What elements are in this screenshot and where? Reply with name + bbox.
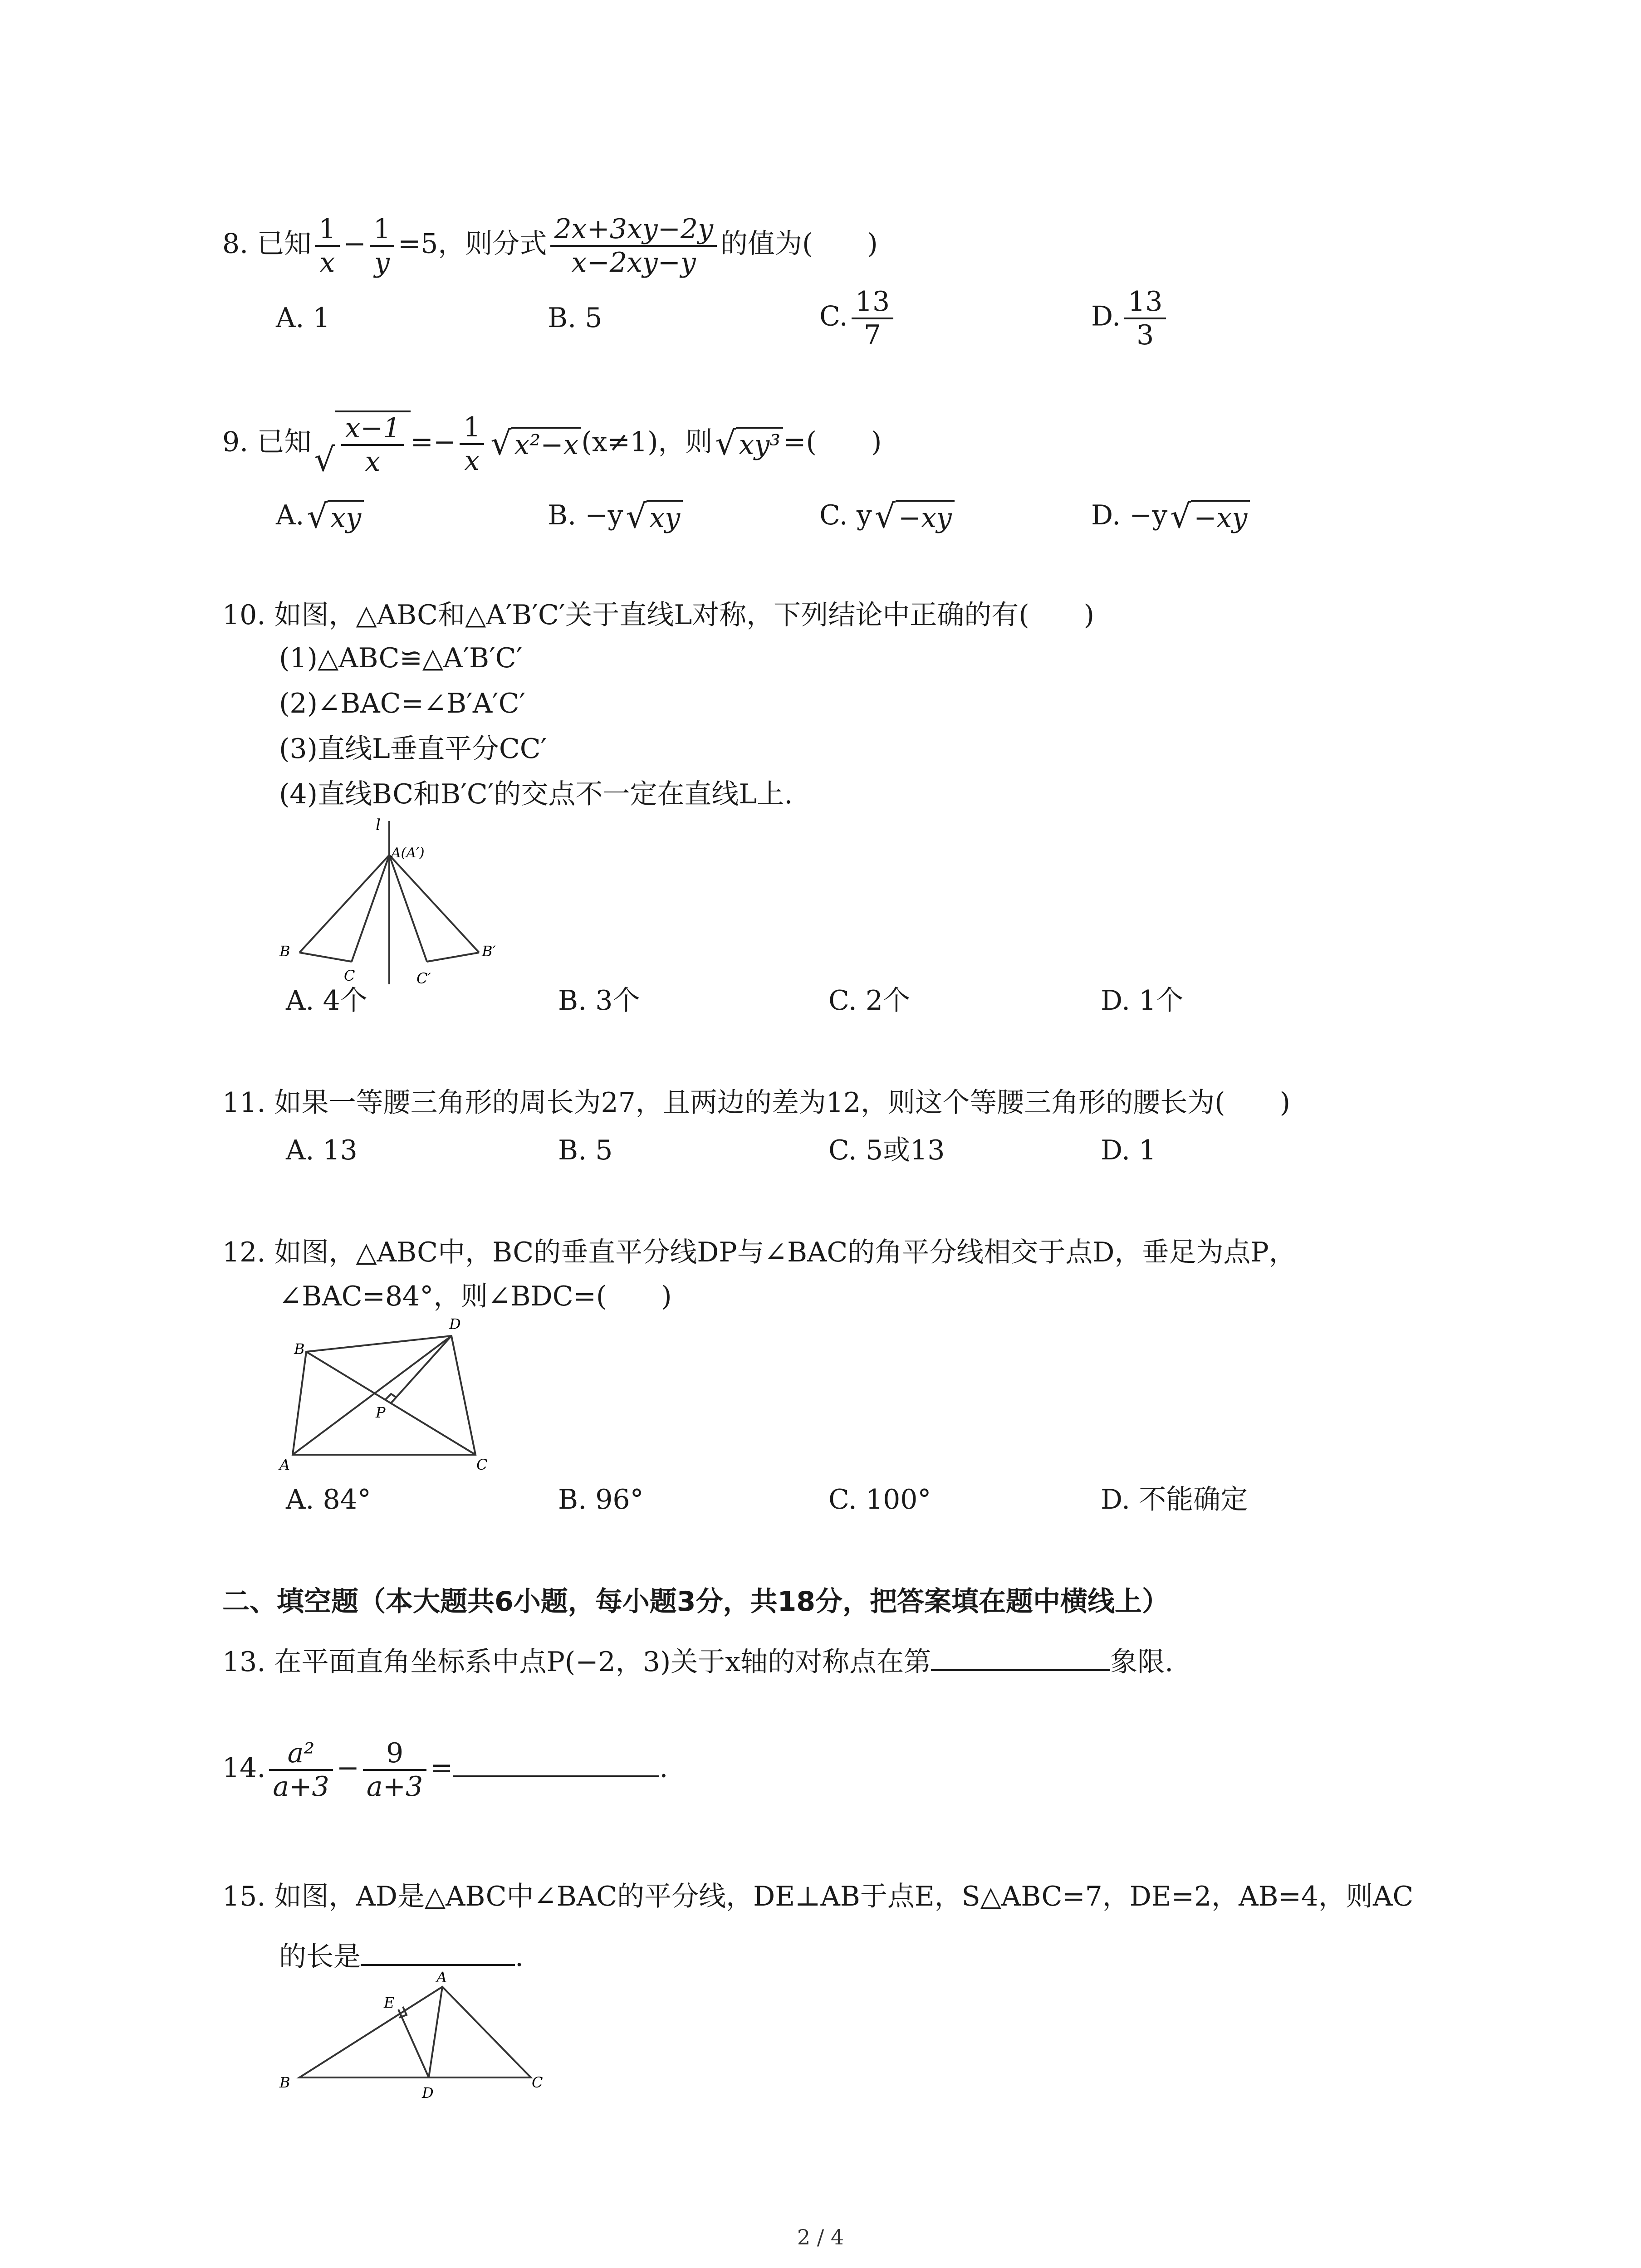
q8-option-d-label: D. bbox=[1091, 300, 1121, 332]
q9-radical-2-content: x²−x bbox=[511, 427, 581, 461]
q11-option-b: B. 5 bbox=[558, 1134, 613, 1166]
q8-option-d-frac bbox=[1124, 286, 1166, 351]
q10-statement-2: (2)∠BAC=∠B′A′C′ bbox=[279, 688, 526, 719]
q13-prefix: 13. 在平面直角坐标系中点P(−2，3)关于x轴的对称点在第 bbox=[222, 1646, 931, 1678]
q14-f1-den: a+3 bbox=[273, 1771, 329, 1803]
q9-radical-3: √ xy³ bbox=[715, 427, 783, 461]
q15-stem2-prefix: 的长是 bbox=[279, 1941, 361, 1973]
q14-prefix: 14. bbox=[222, 1752, 266, 1784]
q9-f-num: 1 bbox=[460, 411, 484, 445]
q9-opt-d-content: −xy bbox=[1191, 500, 1250, 534]
page-number: 2 / 4 bbox=[797, 2225, 844, 2249]
q14-f2-den: a+3 bbox=[366, 1771, 423, 1803]
q10-label-b-prime: B′ bbox=[482, 943, 496, 960]
q12-option-d: D. 不能确定 bbox=[1101, 1484, 1248, 1515]
q15-answer-blank[interactable] bbox=[361, 1937, 515, 1966]
q8-option-d bbox=[1091, 286, 1170, 351]
q9-opt-a-label: A. bbox=[276, 499, 304, 531]
q8-option-a: A. 1 bbox=[276, 302, 330, 334]
q10-statement-4: (4)直线BC和B′C′的交点不一定在直线L上. bbox=[279, 778, 793, 810]
q10-option-c: C. 2个 bbox=[828, 985, 911, 1017]
q10-label-c: C bbox=[344, 967, 355, 984]
q8-f1-num: 1 bbox=[315, 213, 339, 247]
q9-opt-d-radical: √ −xy bbox=[1170, 500, 1250, 534]
q10-label-c-prime: C′ bbox=[416, 970, 431, 987]
question-14 bbox=[222, 1737, 668, 1803]
q15-label-b: B bbox=[279, 2074, 290, 2091]
q12-label-a: A bbox=[279, 1456, 290, 1473]
q10-label-a: A(A′) bbox=[391, 845, 425, 861]
q10-figure bbox=[272, 812, 526, 993]
q12-option-b: B. 96° bbox=[558, 1484, 644, 1515]
q8-f3-den: x−2xy−y bbox=[571, 247, 696, 279]
q8-optc-den: 7 bbox=[863, 319, 882, 351]
q9-option-d bbox=[1091, 499, 1250, 534]
q15-figure bbox=[272, 1969, 563, 2105]
q11-option-d: D. 1 bbox=[1101, 1134, 1156, 1166]
q9-opt-c-radical: √ −xy bbox=[875, 500, 955, 534]
q11-option-c: C. 5或13 bbox=[828, 1134, 945, 1166]
q10-statement-3: (3)直线L垂直平分CC′ bbox=[279, 733, 547, 765]
q14-minus: − bbox=[336, 1752, 359, 1784]
q9-opt-c-content: −xy bbox=[896, 500, 955, 534]
q8-f3-num: 2x+3xy−2y bbox=[550, 213, 717, 247]
q9-prefix: 9. 已知 bbox=[222, 426, 312, 458]
q14-f2-num: 9 bbox=[363, 1737, 426, 1771]
q10-option-a: A. 4个 bbox=[286, 985, 367, 1017]
q15-label-a: A bbox=[436, 1969, 447, 1986]
q9-fraction bbox=[460, 411, 484, 477]
q13-suffix: 象限. bbox=[1110, 1646, 1174, 1678]
q15-label-e: E bbox=[384, 1994, 395, 2011]
q13-answer-blank[interactable] bbox=[931, 1642, 1110, 1671]
q14-eq: = bbox=[430, 1752, 453, 1784]
q12-option-c: C. 100° bbox=[828, 1484, 931, 1515]
question-11-stem: 11. 如果一等腰三角形的周长为27，且两边的差为12，则这个等腰三角形的腰长为( ) bbox=[222, 1087, 1291, 1119]
q9-opt-a-radical: √ xy bbox=[307, 500, 364, 534]
q12-label-d: D bbox=[449, 1315, 461, 1333]
q9-radical-1: √ $\frac{x-1}{x}$ bbox=[314, 411, 410, 478]
q9-opt-b-content: xy bbox=[647, 500, 683, 534]
section-2-heading: 二、填空题（本大题共6小题，每小题3分，共18分，把答案填在题中横线上） bbox=[222, 1586, 1169, 1618]
q15-label-d: D bbox=[422, 2084, 434, 2102]
q8-prefix: 8. 已知 bbox=[222, 228, 312, 260]
q8-fraction-3 bbox=[550, 213, 717, 279]
q9-opt-a-content: xy bbox=[328, 500, 364, 534]
q14-answer-blank[interactable] bbox=[453, 1748, 659, 1777]
q14-fraction-1 bbox=[269, 1737, 333, 1803]
q8-optd-num: 13 bbox=[1124, 286, 1166, 319]
q8-mid: =5，则分式 bbox=[397, 228, 547, 260]
q14-f1-num: a² bbox=[269, 1737, 333, 1771]
q12-option-a: A. 84° bbox=[286, 1484, 371, 1515]
q9-r1-num: x−1 bbox=[341, 412, 404, 446]
q12-label-b: B bbox=[294, 1340, 305, 1358]
q8-optc-num: 13 bbox=[852, 286, 893, 319]
q9-r1-den: x bbox=[365, 446, 381, 478]
q9-radical-1-frac bbox=[341, 412, 404, 478]
q15-label-c: C bbox=[532, 2074, 543, 2091]
q8-option-c-frac bbox=[852, 286, 893, 351]
question-9 bbox=[222, 411, 882, 478]
q9-opt-c-label: C. y bbox=[819, 499, 872, 531]
q11-option-a: A. 13 bbox=[286, 1134, 358, 1166]
q9-opt-b-radical: √ xy bbox=[626, 500, 683, 534]
q8-fraction-2 bbox=[370, 213, 394, 279]
q10-label-l: l bbox=[376, 816, 381, 834]
q8-minus: − bbox=[343, 228, 366, 260]
question-15-stem-2 bbox=[279, 1937, 524, 1973]
q8-option-c bbox=[819, 286, 897, 351]
q14-end: . bbox=[659, 1752, 668, 1784]
q9-opt-b-label: B. −y bbox=[548, 499, 623, 531]
q15-stem2-suffix: . bbox=[515, 1941, 524, 1973]
question-10-stem: 10. 如图，△ABC和△A′B′C′关于直线L对称，下列结论中正确的有( ) bbox=[222, 599, 1095, 631]
q8-option-b: B. 5 bbox=[548, 302, 603, 334]
q9-opt-d-label: D. −y bbox=[1091, 499, 1168, 531]
q8-fraction-1 bbox=[315, 213, 339, 279]
q8-suffix: 的值为( ) bbox=[720, 228, 878, 260]
question-8 bbox=[222, 213, 878, 279]
question-13 bbox=[222, 1642, 1173, 1678]
q10-option-d: D. 1个 bbox=[1101, 985, 1184, 1017]
q14-fraction-2 bbox=[363, 1737, 426, 1803]
q9-option-b bbox=[548, 499, 683, 534]
q9-option-c bbox=[819, 499, 955, 534]
q12-figure bbox=[272, 1309, 508, 1481]
q9-condition: (x≠1)，则 bbox=[581, 426, 713, 458]
q8-f1-den: x bbox=[319, 247, 335, 279]
q10-label-b: B bbox=[279, 943, 290, 960]
question-12-stem-2: ∠BAC=84°，则∠BDC=( ) bbox=[279, 1281, 672, 1312]
q8-option-c-label: C. bbox=[819, 300, 848, 332]
q9-f-den: x bbox=[464, 445, 480, 477]
question-12-stem-1: 12. 如图，△ABC中，BC的垂直平分线DP与∠BAC的角平分线相交于点D，垂足为点P， bbox=[222, 1237, 1296, 1268]
q9-suffix: =( ) bbox=[783, 426, 882, 458]
q12-label-p: P bbox=[376, 1404, 386, 1421]
q12-label-c: C bbox=[476, 1456, 488, 1473]
q8-f2-num: 1 bbox=[370, 213, 394, 247]
q9-option-a bbox=[276, 499, 364, 534]
q9-radical-3-content: xy³ bbox=[736, 427, 783, 461]
q8-optd-den: 3 bbox=[1136, 319, 1154, 351]
q10-statement-1: (1)△ABC≌△A′B′C′ bbox=[279, 642, 523, 674]
q9-eq: =− bbox=[410, 426, 456, 458]
question-15-stem-1: 15. 如图，AD是△ABC中∠BAC的平分线，DE⊥AB于点E，S△ABC=7，DE=2，AB=4，则AC bbox=[222, 1881, 1414, 1912]
q8-f2-den: y bbox=[374, 247, 390, 279]
q9-radical-2: √ x²−x bbox=[490, 427, 581, 461]
q10-option-b: B. 3个 bbox=[558, 985, 640, 1017]
